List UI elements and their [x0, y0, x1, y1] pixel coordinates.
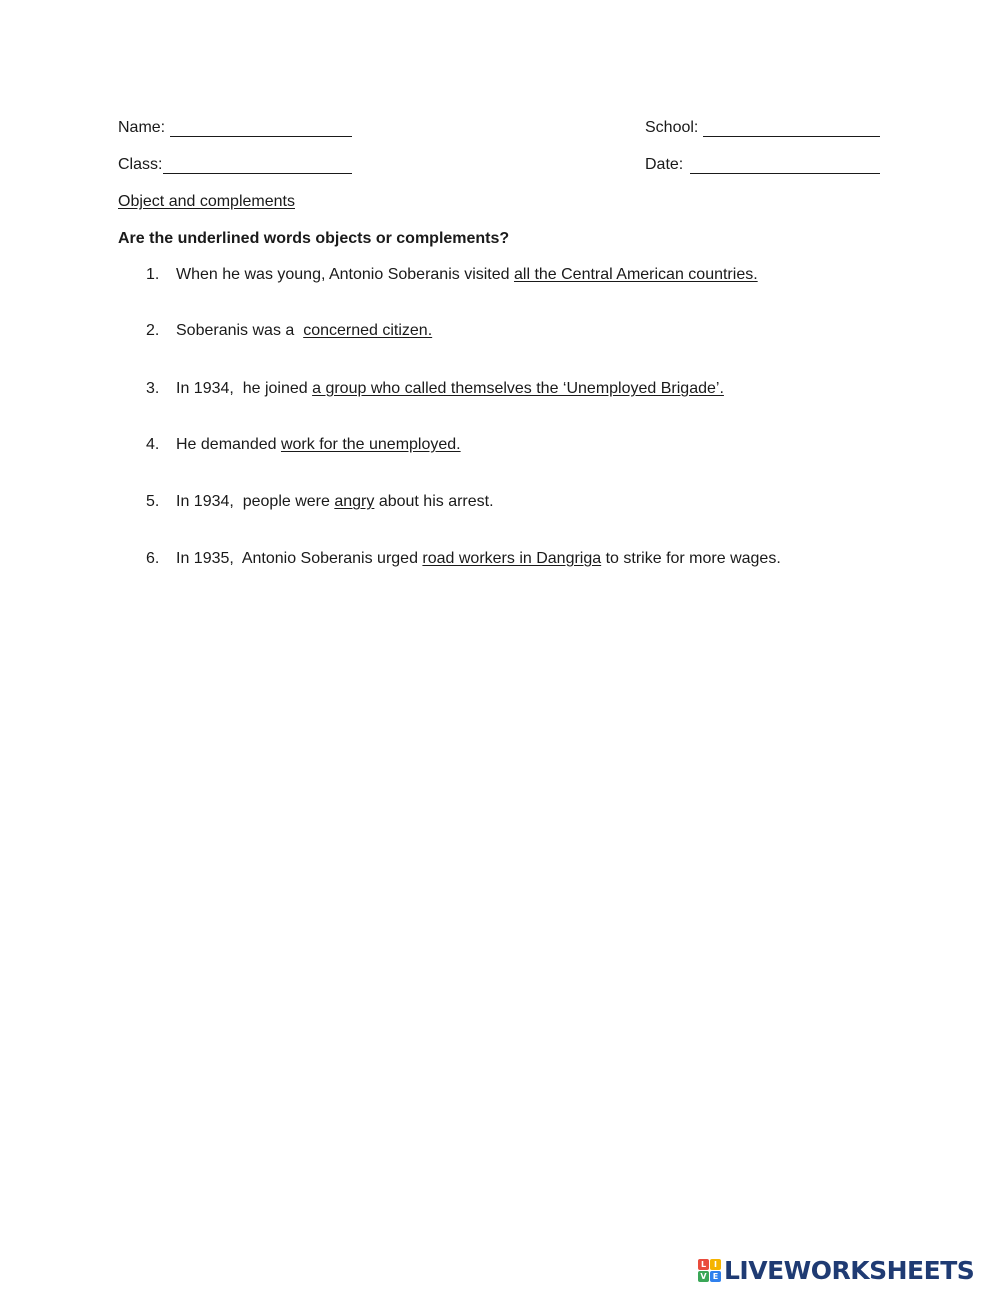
question-number: 4. — [146, 436, 160, 453]
question-number: 5. — [146, 493, 160, 510]
question-number: 3. — [146, 380, 160, 397]
date-input-line[interactable] — [690, 173, 880, 174]
class-field — [118, 155, 162, 175]
underlined-phrase: angry — [334, 493, 375, 510]
underlined-phrase: road workers in Dangriga — [422, 550, 602, 567]
question-text: He demanded — [176, 436, 281, 453]
question-item — [146, 492, 494, 512]
school-label: School: — [645, 119, 699, 136]
question-text-after: to strike for more wages. — [601, 550, 781, 567]
question-number: 2. — [146, 322, 160, 339]
question-item — [146, 321, 432, 341]
question-text: When he was young, Antonio Soberanis visited — [176, 266, 514, 283]
question-text: In 1934, people were — [176, 493, 335, 510]
name-label: Name: — [118, 119, 166, 136]
liveworksheets-logo[interactable] — [698, 1256, 974, 1284]
class-label: Class: — [118, 156, 163, 173]
question-text: In 1934, he joined — [176, 380, 313, 397]
name-input-line[interactable] — [170, 136, 352, 137]
worksheet-instruction: Are the underlined words objects or complements? — [118, 230, 510, 247]
date-label: Date: — [645, 156, 684, 173]
underlined-phrase: work for the unemployed. — [280, 436, 461, 453]
underlined-phrase: concerned citizen. — [303, 322, 433, 339]
question-text: In 1935, Antonio Soberanis urged — [176, 550, 423, 567]
question-text: Soberanis was a — [176, 322, 304, 339]
school-input-line[interactable] — [703, 136, 880, 137]
underlined-phrase: a group who called themselves the ‘Unemployed Brigade’. — [312, 380, 724, 397]
class-input-line[interactable] — [163, 173, 352, 174]
question-item — [146, 435, 461, 455]
date-field — [645, 155, 683, 175]
logo-tile: E — [710, 1271, 721, 1282]
logo-tile: I — [710, 1259, 721, 1270]
school-field — [645, 118, 698, 138]
question-item — [146, 265, 758, 285]
question-item — [146, 379, 724, 399]
name-field — [118, 118, 165, 138]
question-number: 6. — [146, 550, 160, 567]
question-text-after: about his arrest. — [374, 493, 494, 510]
question-item — [146, 549, 781, 569]
logo-text: LIVEWORKSHEETS — [724, 1255, 975, 1285]
logo-tile: L — [698, 1259, 709, 1270]
underlined-phrase: all the Central American countries. — [513, 266, 758, 283]
logo-tile: V — [698, 1271, 709, 1282]
worksheet-title: Object and complements — [118, 193, 295, 210]
question-number: 1. — [146, 266, 160, 283]
logo-tiles-icon — [698, 1259, 721, 1282]
